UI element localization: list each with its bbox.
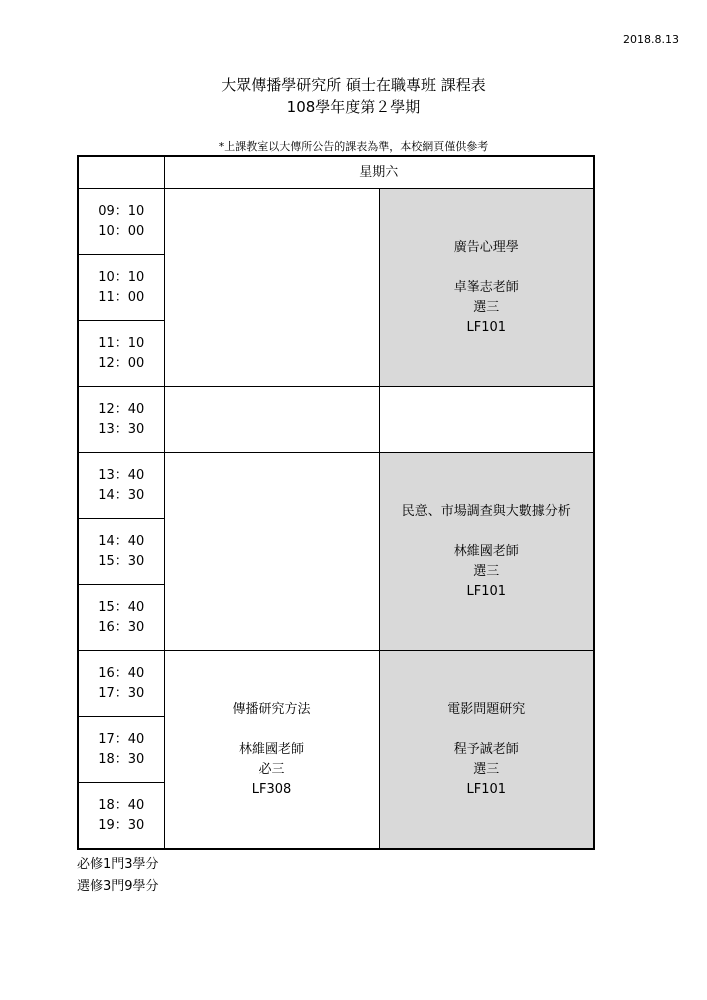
time-start: 16：40	[98, 665, 145, 681]
time-end: 17：30	[98, 685, 145, 701]
empty-course-cell	[164, 189, 379, 387]
course-cell-big-data	[379, 453, 594, 651]
time-start: 10：10	[98, 269, 145, 285]
time-start: 12：40	[98, 401, 145, 417]
time-end: 12：00	[98, 355, 145, 371]
time-end: 16：30	[98, 619, 145, 635]
course-type: 必三	[258, 761, 285, 777]
classroom-note: *上課教室以大傳所公告的課表為準，本校網頁僅供參考	[218, 140, 489, 153]
course-teacher: 林維國老師	[238, 741, 304, 757]
course-teacher: 程予誠老師	[453, 741, 519, 757]
course-room: LF308	[251, 781, 292, 797]
time-start: 17：40	[98, 731, 145, 747]
course-teacher: 林維國老師	[453, 543, 519, 559]
course-cell-ad-psychology	[379, 189, 594, 387]
time-start: 14：40	[98, 533, 145, 549]
course-name: 民意、市場調查與大數據分析	[401, 503, 571, 519]
course-type: 選三	[473, 761, 500, 777]
time-start: 15：40	[98, 599, 145, 615]
course-cell-film	[379, 651, 594, 850]
time-start: 13：40	[98, 467, 145, 483]
course-type: 選三	[473, 563, 500, 579]
required-credits: 必修1門3學分	[77, 857, 159, 872]
time-end: 18：30	[98, 751, 145, 767]
day-header: 星期六	[164, 156, 594, 189]
time-end: 11：00	[98, 289, 145, 305]
time-start: 18：40	[98, 797, 145, 813]
course-type: 選三	[473, 299, 500, 315]
time-slot	[78, 717, 164, 783]
empty-course-cell	[379, 387, 594, 453]
course-room: LF101	[466, 319, 507, 335]
course-room: LF101	[466, 781, 507, 797]
time-end: 15：30	[98, 553, 145, 569]
course-room: LF101	[466, 583, 507, 599]
time-slot	[78, 585, 164, 651]
time-end: 19：30	[98, 817, 145, 833]
course-name: 電影問題研究	[447, 701, 526, 717]
table-row	[78, 651, 594, 717]
time-end: 13：30	[98, 421, 145, 437]
time-header-cell	[78, 156, 164, 189]
time-slot	[78, 651, 164, 717]
schedule-table	[77, 155, 595, 850]
course-name: 傳播研究方法	[232, 701, 311, 717]
time-end: 14：30	[98, 487, 145, 503]
time-slot	[78, 189, 164, 255]
course-cell-research-methods	[164, 651, 379, 850]
course-name: 廣告心理學	[453, 239, 519, 255]
document-title: 大眾傳播學研究所 碩士在職專班 課程表	[221, 76, 486, 94]
header-row	[78, 156, 594, 189]
time-slot	[78, 321, 164, 387]
elective-credits: 選修3門9學分	[77, 879, 159, 894]
semester-title: 108學年度第２學期	[286, 98, 421, 116]
table-row	[78, 387, 594, 453]
empty-course-cell	[164, 453, 379, 651]
document-date: 2018.8.13	[623, 33, 679, 46]
time-end: 10：00	[98, 223, 145, 239]
time-slot	[78, 255, 164, 321]
time-slot	[78, 519, 164, 585]
time-slot	[78, 783, 164, 850]
table-row	[78, 453, 594, 519]
time-start: 11：10	[98, 335, 145, 351]
time-start: 09：10	[98, 203, 145, 219]
course-teacher: 卓峯志老師	[453, 279, 519, 295]
table-row	[78, 189, 594, 255]
time-slot	[78, 453, 164, 519]
time-slot	[78, 387, 164, 453]
empty-course-cell	[164, 387, 379, 453]
